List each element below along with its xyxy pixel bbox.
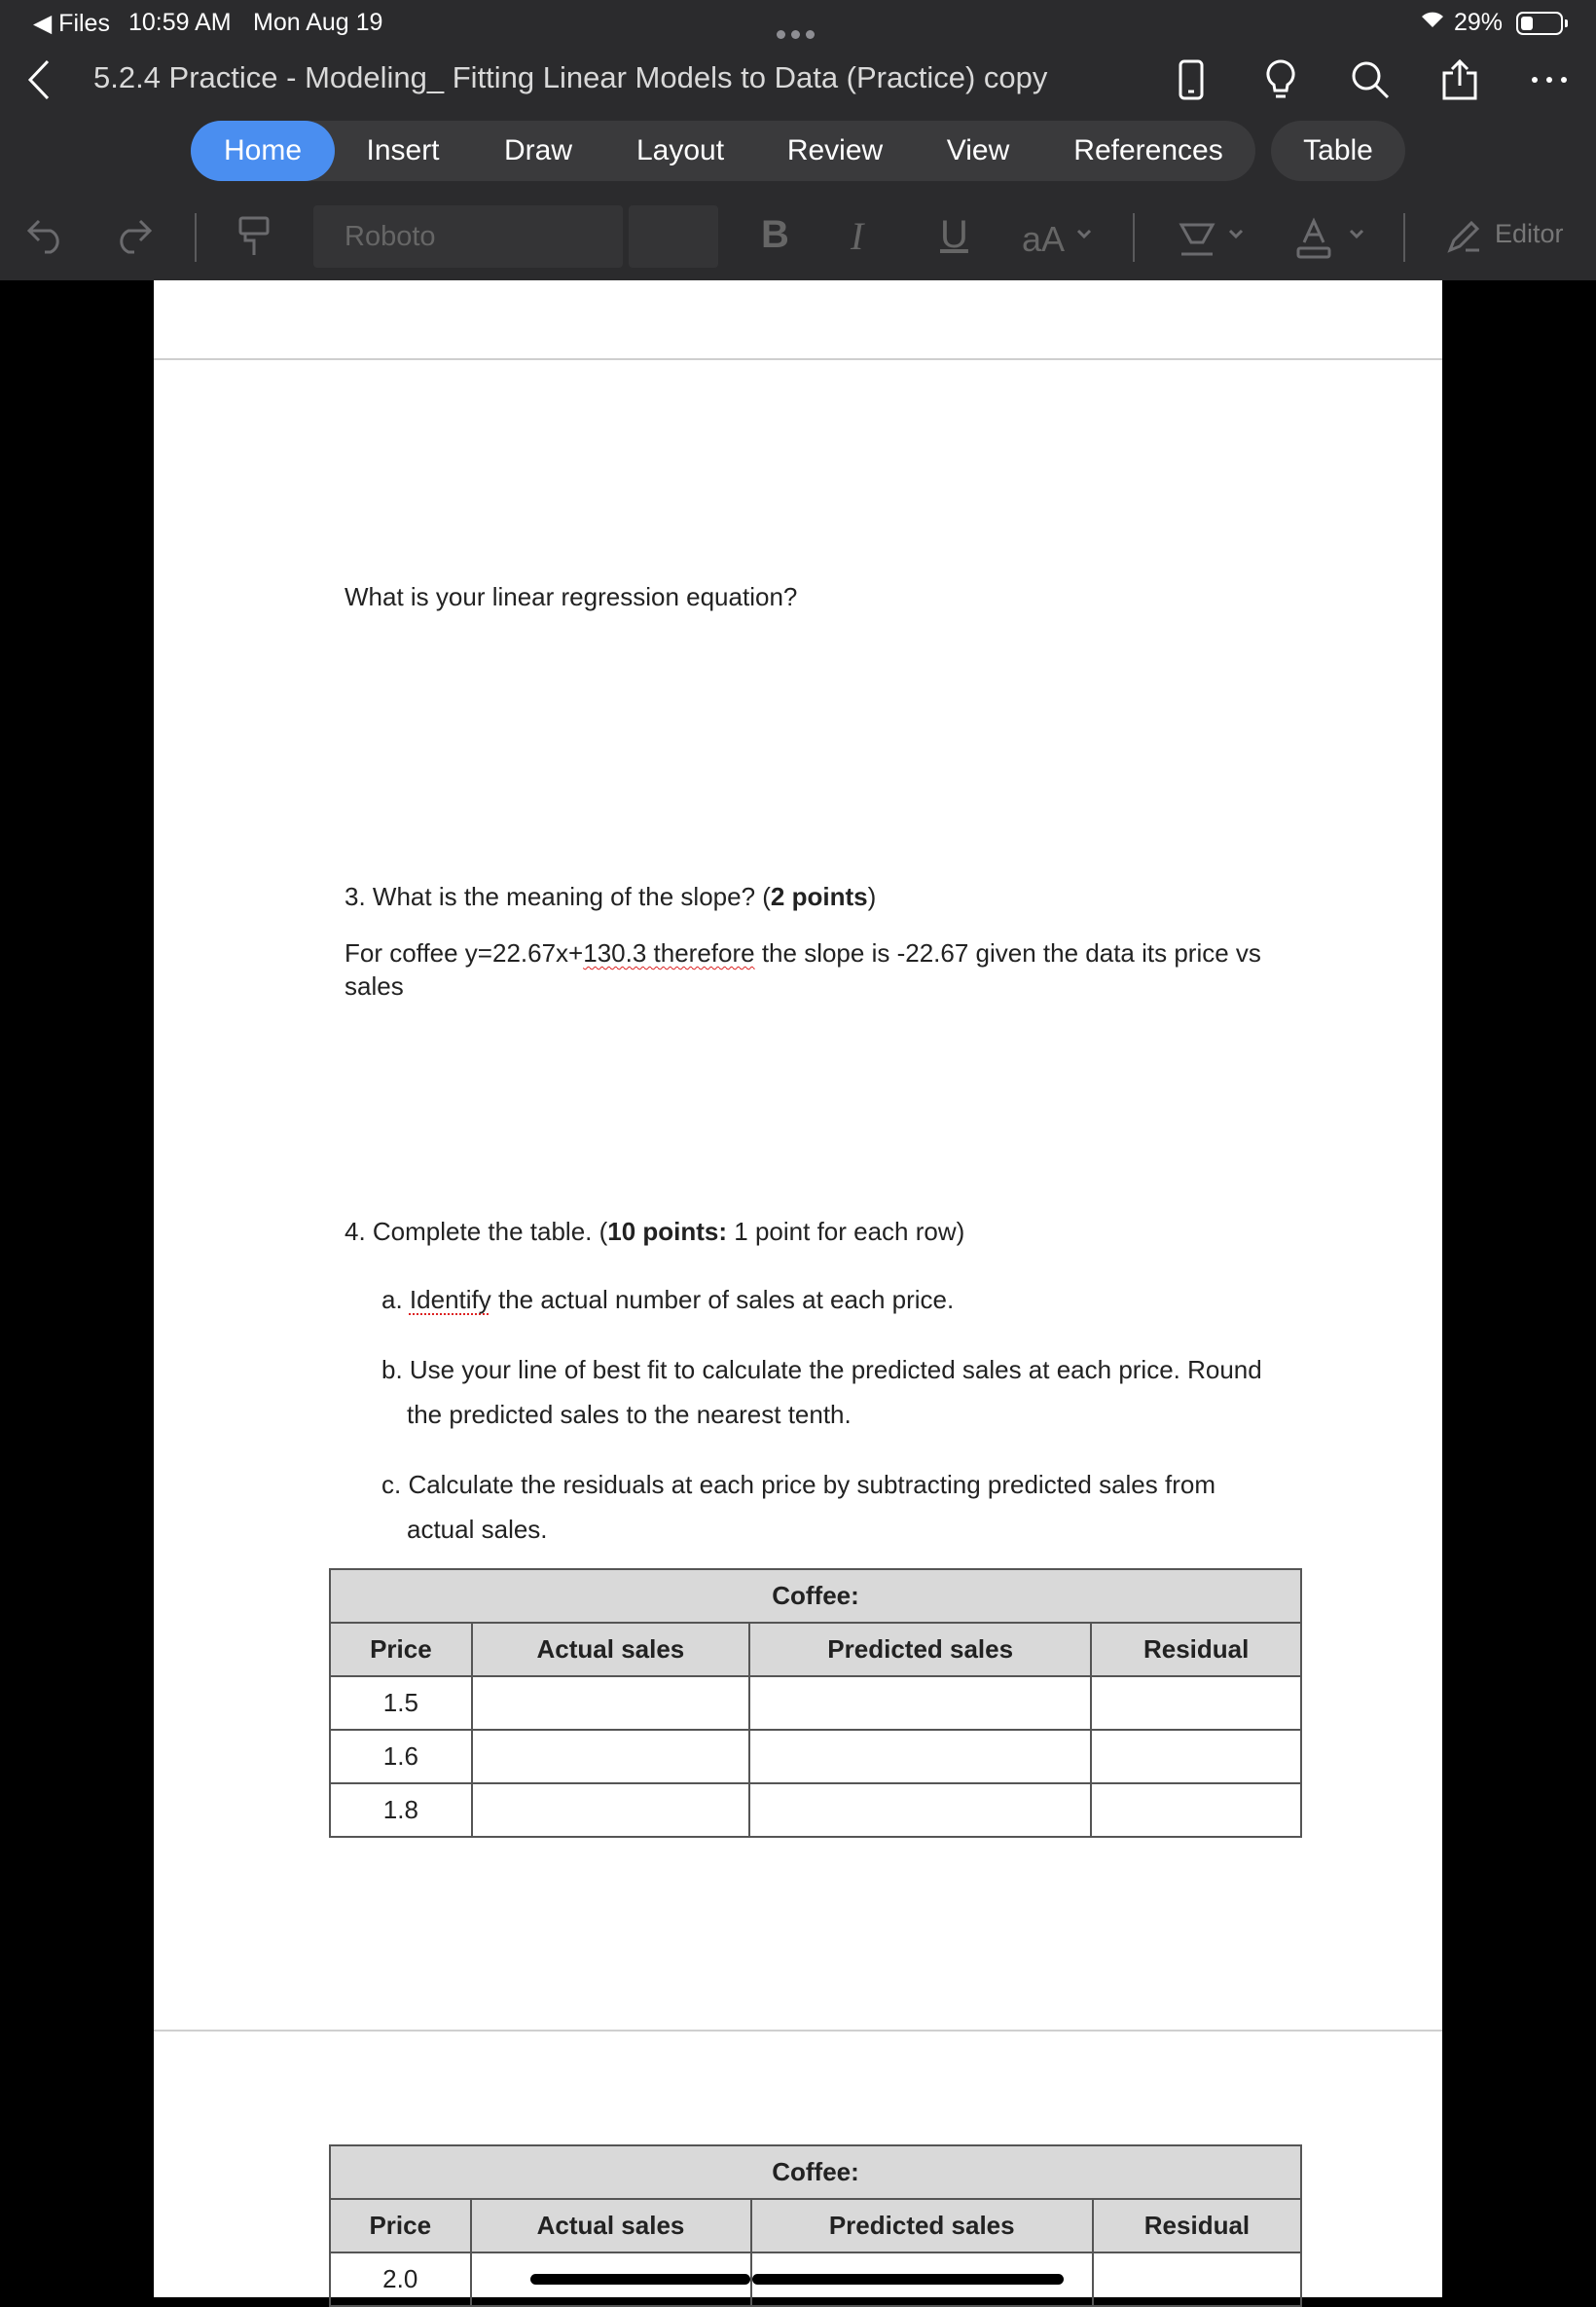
search-icon[interactable] — [1345, 55, 1396, 105]
column-header: Predicted sales — [751, 2199, 1093, 2252]
status-time: 10:59 AM — [128, 9, 232, 36]
mobile-view-icon[interactable] — [1166, 55, 1216, 105]
question-4c-line1: c. Calculate the residuals at each price by subtracting predicted sales from — [381, 1470, 1215, 1499]
chevron-down-icon[interactable] — [1228, 229, 1244, 238]
predicted-sales-cell[interactable] — [749, 1676, 1091, 1730]
battery-icon — [1516, 12, 1563, 35]
table-row — [330, 1676, 1301, 1730]
editor-button[interactable]: Editor — [1495, 219, 1564, 248]
redo-icon[interactable] — [113, 215, 154, 254]
question-4b-line1: b. Use your line of best fit to calculate the predicted sales at each price. Round — [381, 1355, 1262, 1384]
table-row — [330, 1730, 1301, 1783]
format-painter-icon[interactable] — [237, 215, 271, 258]
highlighter-icon[interactable] — [1178, 219, 1216, 258]
tab-home[interactable]: Home — [191, 121, 335, 181]
toolbar-divider — [1133, 213, 1135, 262]
page-break-line — [154, 2030, 1442, 2032]
question-4a: a. Identify the actual number of sales at each price. — [381, 1285, 955, 1314]
wifi-icon — [1419, 8, 1446, 38]
tab-table[interactable]: Table — [1271, 121, 1405, 181]
font-color-icon[interactable] — [1294, 217, 1333, 260]
italic-button[interactable]: I — [851, 214, 864, 258]
residual-cell[interactable] — [1093, 2252, 1301, 2306]
editor-pen-icon[interactable] — [1446, 219, 1481, 254]
residual-cell[interactable] — [1091, 1730, 1301, 1783]
back-chevron-icon[interactable] — [14, 55, 64, 105]
font-size-field[interactable] — [629, 205, 718, 268]
question-3-answer[interactable]: For coffee y=22.67x+130.3 therefore the slope is -22.67 given the data its price vs — [345, 938, 1261, 968]
residual-cell[interactable] — [1091, 1783, 1301, 1837]
share-icon[interactable] — [1434, 55, 1485, 105]
tab-layout[interactable]: Layout — [635, 134, 725, 166]
tab-insert[interactable]: Insert — [366, 134, 440, 166]
chevron-down-icon[interactable] — [1076, 229, 1092, 238]
grammar-flag[interactable]: Identify — [409, 1285, 491, 1314]
question-3-prompt: 3. What is the meaning of the slope? (2 points) — [345, 882, 877, 911]
app-chrome — [0, 0, 1596, 280]
predicted-sales-cell[interactable] — [751, 2252, 1093, 2306]
price-cell[interactable]: 1.6 — [330, 1730, 472, 1783]
question-2-prompt: What is your linear regression equation? — [345, 582, 798, 611]
coffee-table — [329, 1568, 1302, 1838]
drag-selection-handle[interactable] — [530, 2274, 750, 2285]
column-header: Price — [330, 2199, 471, 2252]
question-3-answer-line2[interactable]: sales — [345, 971, 404, 1001]
actual-sales-cell[interactable] — [472, 1676, 749, 1730]
column-header: Residual — [1091, 1623, 1301, 1676]
predicted-sales-cell[interactable] — [749, 1730, 1091, 1783]
status-date: Mon Aug 19 — [253, 9, 383, 36]
toolbar-divider — [1403, 213, 1405, 262]
price-cell[interactable]: 1.8 — [330, 1783, 472, 1837]
page-break-line — [154, 358, 1442, 360]
multitasking-dots-icon[interactable] — [777, 18, 820, 46]
price-cell[interactable]: 2.0 — [330, 2252, 471, 2306]
spelling-flag[interactable]: 130.3 therefore — [583, 938, 755, 968]
tab-draw[interactable]: Draw — [503, 134, 572, 166]
question-4-prompt: 4. Complete the table. (10 points: 1 point for each row) — [345, 1217, 965, 1246]
table-row — [330, 1783, 1301, 1837]
actual-sales-cell[interactable] — [472, 1783, 749, 1837]
question-4c-line2: actual sales. — [407, 1515, 548, 1544]
actual-sales-cell[interactable] — [471, 2252, 751, 2306]
font-size-change-button[interactable]: aA — [1022, 219, 1066, 259]
underline-button[interactable]: U — [940, 213, 968, 256]
column-header: Predicted sales — [749, 1623, 1091, 1676]
more-options-icon[interactable] — [1524, 55, 1575, 105]
undo-icon[interactable] — [25, 215, 66, 254]
table-caption: Coffee: — [330, 2145, 1301, 2199]
predicted-sales-cell[interactable] — [749, 1783, 1091, 1837]
column-header: Actual sales — [472, 1623, 749, 1676]
bold-button[interactable]: B — [761, 213, 789, 256]
battery-percent: 29% — [1454, 9, 1504, 36]
column-header: Price — [330, 1623, 472, 1676]
lightbulb-icon[interactable] — [1255, 55, 1306, 105]
actual-sales-cell[interactable] — [472, 1730, 749, 1783]
chevron-down-icon[interactable] — [1349, 229, 1364, 238]
toolbar-divider — [195, 213, 197, 262]
back-to-files-link[interactable]: ◀ Files — [33, 10, 110, 37]
title-bar — [0, 47, 1596, 111]
coffee-table-continued — [329, 2144, 1302, 2307]
table-caption: Coffee: — [330, 1569, 1301, 1623]
ribbon-tabs — [0, 119, 1596, 183]
status-bar — [0, 0, 1596, 47]
font-name-field[interactable]: Roboto — [313, 205, 623, 268]
tab-view[interactable]: View — [946, 134, 1010, 166]
price-cell[interactable]: 1.5 — [330, 1676, 472, 1730]
tab-review[interactable]: Review — [786, 134, 884, 166]
tab-references[interactable]: References — [1073, 134, 1223, 166]
drag-selection-handle[interactable] — [752, 2274, 1064, 2285]
table-row — [330, 2252, 1301, 2306]
document-page[interactable] — [154, 280, 1442, 2297]
document-title[interactable]: 5.2.4 Practice - Modeling_ Fitting Linear Models to Data (Practice) copy — [93, 60, 1048, 94]
column-header: Residual — [1093, 2199, 1301, 2252]
question-4b-line2: the predicted sales to the nearest tenth. — [407, 1400, 852, 1429]
formatting-toolbar — [0, 200, 1596, 274]
residual-cell[interactable] — [1091, 1676, 1301, 1730]
column-header: Actual sales — [471, 2199, 751, 2252]
